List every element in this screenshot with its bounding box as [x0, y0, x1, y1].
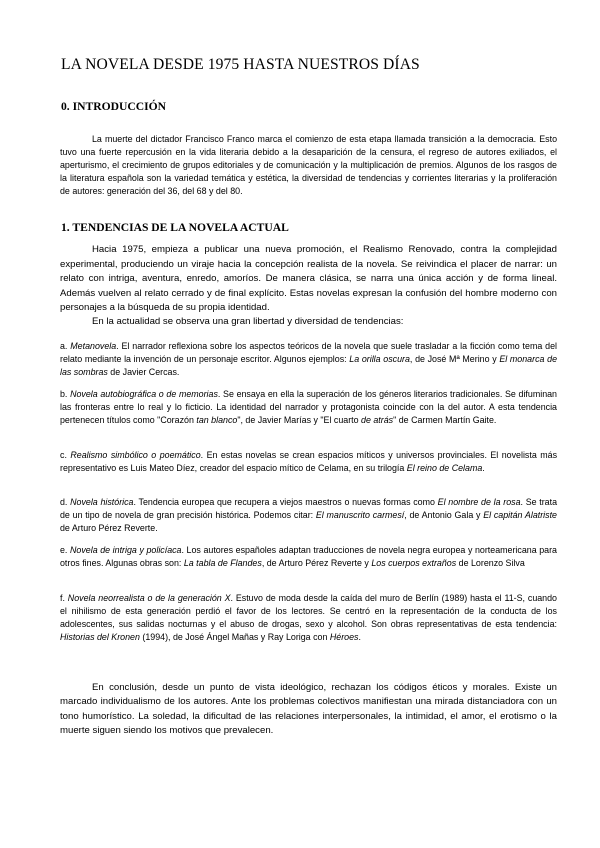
tendency-e-name: Novela de intriga y policíaca: [70, 545, 182, 555]
tendency-a-name: Metanovela: [70, 341, 117, 351]
tendency-e: [60, 544, 557, 570]
tendency-f-text: .: [358, 632, 361, 642]
work-title: El nombre de la rosa: [437, 497, 521, 507]
section1-paragraph: Hacia 1975, empieza a publicar una nueva promoción, el Realismo Renovado, contra la complejidad experimental, produciendo un viraje hacia la concepción realista de la novela. Se reivindica el placer de narrar: un relato con intriga, aventura, enredo, amoríos. De manera clásica, se narra una única acción y de forma lineal. Además vuelven al relato cerrado y de final explícito. Estas novelas expresan la confusión del hombre moderno con personajes a la búsqueda de su propia identidad.: [60, 244, 557, 313]
tendency-d-name: Novela histórica: [70, 497, 134, 507]
tendency-f-label: f.: [60, 593, 68, 603]
tendency-b-label: b.: [60, 389, 71, 399]
tendency-d-label: d.: [60, 497, 71, 507]
tendency-d-text: . Tendencia europea que recupera a viejos maestros o nuevas formas como: [133, 497, 438, 507]
tendency-c-label: c.: [60, 450, 71, 460]
work-title: La orilla oscura: [349, 354, 410, 364]
tendency-c: [60, 449, 557, 475]
tendency-a-label: a.: [60, 341, 71, 351]
tendency-f-name: Novela neorrealista o de la generación X: [67, 593, 231, 603]
tendency-a-text: . El narrador reflexiona sobre los aspectos teóricos de la novela que suele trasladar a la ficción como tema del relato mediante la invención de un personaje escritor. Algunos ejemplos:: [60, 341, 557, 364]
tendency-b-name: Novela autobiográfica o de memorias: [70, 389, 218, 399]
work-title: Héroes: [329, 632, 359, 642]
conclusion-paragraph: En conclusión, desde un punto de vista ideológico, rechazan los códigos éticos y morales. Existe un marcado individualismo de los autores. Ante los problemas colectivos manifiestan una mirada distanciadora con un tono humorístico. La soledad, la dificultad de las relaciones interpersonales, la intimidad, el amor, el erotismo o la muerte siguen siendo los motivos que prevalecen.: [60, 682, 557, 737]
work-title: El capitán Alatriste: [483, 510, 557, 520]
intro-paragraph: La muerte del dictador Francisco Franco marca el comienzo de esta etapa llamada transición a la democracia. Esto tuvo una fuerte repercusión en la vida literaria debido a la desaparición de la censura, el regreso de autores exiliados, el aperturismo, el crecimiento de grupos editoriales y de comunicación y la multiplicación de premios. Algunos de los rasgos de la literatura española son la variedad temática y estética, la diversidad de tendencias y corrientes literarias y la proliferación de autores: generación del 36, del 68 y del 80.: [60, 134, 557, 196]
section1-heading: 1. TENDENCIAS DE LA NOVELA ACTUAL: [61, 221, 289, 234]
tendency-d-text: . Se trata de un tipo de novela de gran precisión histórica. Podemos citar:: [60, 497, 558, 520]
tendency-f: [60, 592, 557, 644]
intro-heading: 0. INTRODUCCIÓN: [61, 100, 166, 113]
work-title: de atrás: [361, 415, 394, 425]
tendency-d-text: , de Antonio Gala y: [404, 510, 484, 520]
work-title: El manuscrito carmesí: [315, 510, 405, 520]
work-title: El reino de Celama: [406, 463, 483, 473]
tendencies-intro: En la actualidad se observa una gran libertad y diversidad de tendencias:: [92, 316, 404, 327]
tendency-f-text: . Estuvo de moda desde la caída del muro de Berlín (1989) hasta el 11-S, cuando el nihilismo de esta generación perdió el favor de los lectores. Se centró en la representación de la conducta de los adolescentes, sus salidas nocturnas y el abuso de drogas, sexo y alcohol. Son obras representativas de esta tendencia:: [60, 593, 557, 629]
tendency-e-label: e.: [60, 545, 70, 555]
tendency-b: [60, 388, 557, 427]
work-title: La tabla de Flandes: [183, 558, 262, 568]
tendency-f-text: (1994), de José Ángel Mañas y Ray Loriga con: [139, 632, 330, 642]
tendency-e-text: , de Arturo Pérez Reverte y: [261, 558, 372, 568]
work-title: Historias del Kronen: [60, 632, 140, 642]
tendency-e-text: . Los autores españoles adaptan traducciones de novela negra europea y norteamericana para otros fines. Algunas obras son:: [60, 545, 557, 568]
work-title: El monarca de las sombras: [60, 354, 557, 377]
tendency-b-text: ", de Javier Marías y "El cuarto: [237, 415, 362, 425]
tendency-c-name: Realismo simbólico o poemático: [70, 450, 201, 460]
tendency-c-text: . En estas novelas se crean espacios míticos y universos provinciales. El novelista más representativo es Luis Mateo Díez, creador del espacio mítico de Celama, en su trilogía: [60, 450, 558, 473]
work-title: Los cuerpos extraños: [371, 558, 457, 568]
tendency-d-text: de Arturo Pérez Reverte.: [60, 523, 158, 533]
tendency-b-text: . Se ensaya en ella la superación de los géneros literarios tradicionales. Se difuminan las fronteras entre lo real y lo ficticio. La identidad del narrador y protagonista coincide con la del autor. A esta tendencia pertenecen títulos como "Corazón: [60, 389, 557, 425]
tendency-d: [60, 496, 557, 535]
tendency-b-text: " de Carmen Martín Gaite.: [393, 415, 497, 425]
tendency-c-text: .: [482, 463, 485, 473]
tendency-a: [60, 340, 557, 379]
tendency-a-text: de Javier Cercas.: [107, 367, 180, 377]
tendency-e-text: de Lorenzo Silva: [456, 558, 525, 568]
work-title: tan blanco: [196, 415, 238, 425]
tendency-a-text: , de José Mª Merino y: [409, 354, 500, 364]
document-title: LA NOVELA DESDE 1975 HASTA NUESTROS DÍAS: [61, 56, 420, 73]
